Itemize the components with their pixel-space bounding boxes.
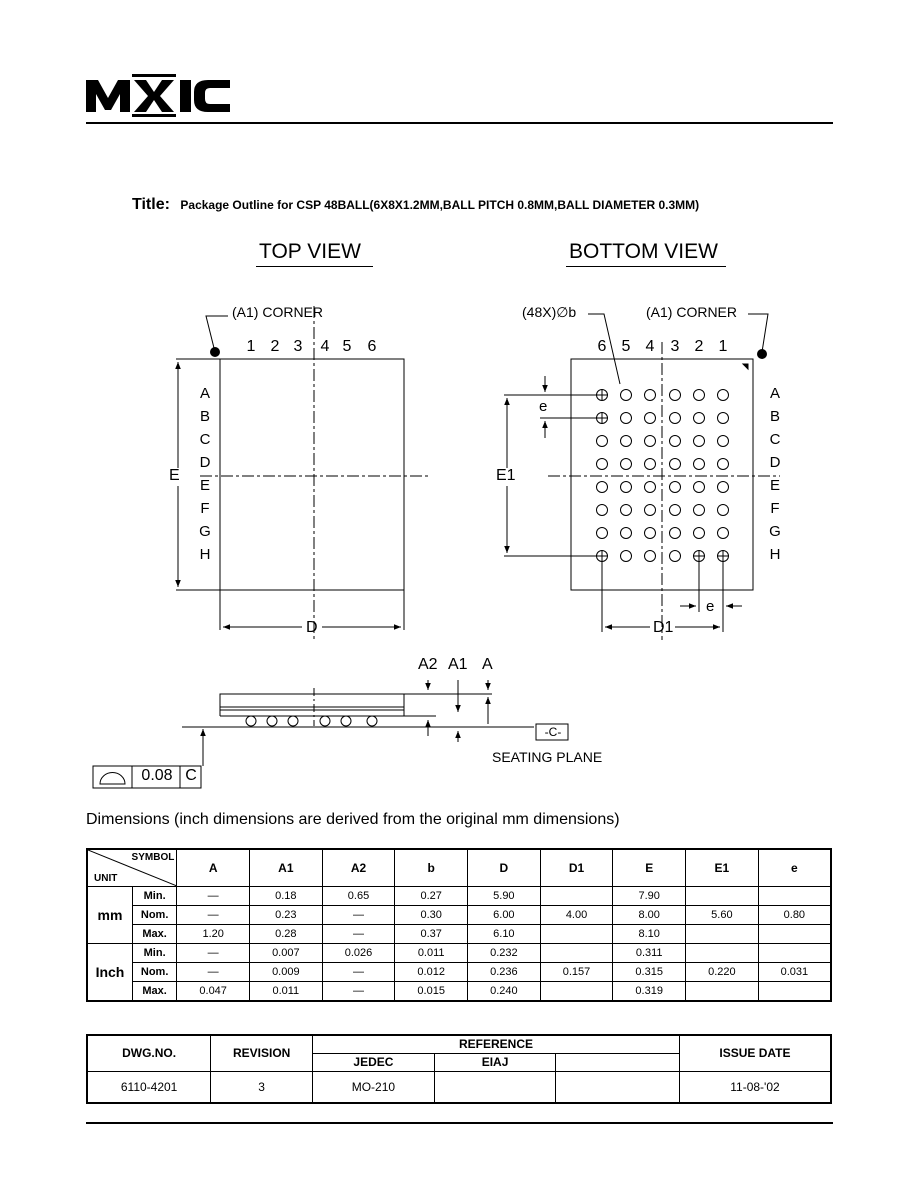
solder-ball <box>621 459 632 470</box>
dim-value: 0.28 <box>250 925 323 944</box>
dim-row <box>87 887 831 906</box>
dim-value <box>686 887 759 906</box>
jedec-value: MO-210 <box>313 1071 435 1103</box>
dim-value: 0.18 <box>250 887 323 906</box>
solder-ball <box>694 459 705 470</box>
dim-value <box>758 944 831 963</box>
title-text: Package Outline for CSP 48BALL(6X8X1.2MM,BALL PITCH 0.8MM,BALL DIAMETER 0.3MM) <box>180 198 700 212</box>
bottom-view <box>504 314 780 640</box>
dim-value: 0.007 <box>250 944 323 963</box>
dim-column-header: A2 <box>322 849 395 887</box>
flatness-value: 0.08 <box>141 767 173 784</box>
dim-value: 0.011 <box>395 944 468 963</box>
dim-value: 0.047 <box>177 982 250 1002</box>
bottom-ball-label: (48X)∅b <box>522 304 577 320</box>
bottom-dim-e-pitch: e <box>539 398 548 415</box>
dim-value: 0.30 <box>395 906 468 925</box>
bottom-dim-d1: D1 <box>653 619 674 636</box>
solder-ball <box>597 482 608 493</box>
top-column-label: 3 <box>293 338 303 355</box>
flatness-datum: C <box>185 767 197 784</box>
dim-value: 0.026 <box>322 944 395 963</box>
reference-table <box>86 1034 832 1104</box>
bottom-row-label: C <box>769 431 781 448</box>
solder-ball <box>670 413 681 424</box>
dim-value: 0.011 <box>250 982 323 1002</box>
dim-value: — <box>322 963 395 982</box>
dim-value: 0.37 <box>395 925 468 944</box>
solder-ball <box>670 482 681 493</box>
jedec-label: JEDEC <box>313 1053 435 1071</box>
tolerance-tag: Nom. <box>132 963 176 982</box>
dim-value: 8.10 <box>613 925 686 944</box>
header-symbol: SYMBOL <box>131 852 175 863</box>
solder-ball <box>670 505 681 516</box>
label-a2: A2 <box>418 656 438 673</box>
top-row-label: F <box>200 500 210 517</box>
top-row-label: C <box>199 431 211 448</box>
solder-ball <box>694 505 705 516</box>
solder-ball <box>621 436 632 447</box>
top-column-label: 4 <box>320 338 330 355</box>
tolerance-tag: Max. <box>132 925 176 944</box>
solder-ball <box>670 528 681 539</box>
solder-ball <box>597 436 608 447</box>
footer-rule <box>86 1122 833 1124</box>
reference-label: REFERENCE <box>313 1035 680 1053</box>
top-row-label: G <box>199 523 211 540</box>
reference-blank <box>556 1053 680 1071</box>
solder-ball <box>645 413 656 424</box>
dim-column-header: E1 <box>686 849 759 887</box>
dwg-no-label: DWG.NO. <box>87 1035 211 1071</box>
dim-row <box>87 925 831 944</box>
top-row-label: D <box>199 454 211 471</box>
eiaj-value <box>434 1071 556 1103</box>
bottom-row-label: G <box>769 523 781 540</box>
label-a: A <box>482 656 493 673</box>
reference-blank-value <box>556 1071 680 1103</box>
top-column-label: 6 <box>367 338 377 355</box>
revision-label: REVISION <box>211 1035 313 1071</box>
dim-value: 0.015 <box>395 982 468 1002</box>
solder-ball <box>718 459 729 470</box>
solder-ball <box>718 390 729 401</box>
bottom-dim-e-pitch-h: e <box>706 598 715 615</box>
dim-value <box>758 982 831 1002</box>
solder-ball <box>597 505 608 516</box>
solder-ball <box>645 551 656 562</box>
solder-ball <box>645 528 656 539</box>
solder-ball <box>621 482 632 493</box>
solder-ball <box>597 459 608 470</box>
dimensions-table <box>86 848 832 1002</box>
dim-value: 6.10 <box>468 925 541 944</box>
dim-column-header: A <box>177 849 250 887</box>
dim-value <box>540 925 613 944</box>
solder-ball <box>645 505 656 516</box>
dim-value: 0.012 <box>395 963 468 982</box>
dim-column-header: A1 <box>250 849 323 887</box>
dim-value: 0.315 <box>613 963 686 982</box>
top-view-outline <box>220 359 404 590</box>
solder-ball <box>718 436 729 447</box>
dim-value: 0.009 <box>250 963 323 982</box>
dim-value: 0.157 <box>540 963 613 982</box>
dim-value <box>540 944 613 963</box>
solder-ball <box>718 482 729 493</box>
dim-value: 5.60 <box>686 906 759 925</box>
dim-column-header: D <box>468 849 541 887</box>
solder-ball <box>645 436 656 447</box>
bottom-dim-e1: E1 <box>496 467 516 484</box>
bottom-column-label: 5 <box>621 338 631 355</box>
dim-value: — <box>177 963 250 982</box>
dim-value: 7.90 <box>613 887 686 906</box>
dim-value: 0.27 <box>395 887 468 906</box>
dim-value <box>758 887 831 906</box>
dim-value <box>686 982 759 1002</box>
seating-plane-label: SEATING PLANE <box>492 749 603 765</box>
dim-value: — <box>177 887 250 906</box>
bottom-view-heading: BOTTOM VIEW <box>569 240 718 263</box>
top-row-label: A <box>199 385 210 402</box>
solder-ball <box>621 528 632 539</box>
bottom-row-label: H <box>769 546 781 563</box>
dim-value: 0.031 <box>758 963 831 982</box>
top-column-label: 2 <box>270 338 280 355</box>
dim-column-header: b <box>395 849 468 887</box>
bottom-row-label: A <box>769 385 780 402</box>
dim-value: 1.20 <box>177 925 250 944</box>
solder-ball <box>670 551 681 562</box>
dim-column-header: E <box>613 849 686 887</box>
dim-value: 0.65 <box>322 887 395 906</box>
title-label: Title: <box>132 196 170 213</box>
dim-value: — <box>322 906 395 925</box>
dim-value <box>540 887 613 906</box>
dim-column-header: D1 <box>540 849 613 887</box>
dim-value <box>686 925 759 944</box>
issue-date-value: 11-08-'02 <box>679 1071 831 1103</box>
eiaj-label: EIAJ <box>434 1053 556 1071</box>
dim-row <box>87 944 831 963</box>
tolerance-tag: Min. <box>132 944 176 963</box>
bottom-column-label: 1 <box>718 338 728 355</box>
dim-row <box>87 963 831 982</box>
symbol-unit-header <box>87 849 177 887</box>
tolerance-tag: Max. <box>132 982 176 1002</box>
top-corner-label: (A1) CORNER <box>232 304 324 320</box>
dim-value: 0.232 <box>468 944 541 963</box>
bottom-column-label: 3 <box>670 338 680 355</box>
bottom-row-label: F <box>770 500 780 517</box>
solder-ball <box>645 459 656 470</box>
dim-row <box>87 906 831 925</box>
dim-value: 0.23 <box>250 906 323 925</box>
dim-value: 5.90 <box>468 887 541 906</box>
dim-row <box>87 982 831 1002</box>
dim-value: 0.220 <box>686 963 759 982</box>
top-row-label: H <box>199 546 211 563</box>
bottom-row-label: D <box>769 454 781 471</box>
dwg-no-value: 6110-4201 <box>87 1071 211 1103</box>
dim-value: 0.80 <box>758 906 831 925</box>
solder-ball <box>621 390 632 401</box>
label-a1: A1 <box>448 656 468 673</box>
issue-date-label: ISSUE DATE <box>679 1035 831 1071</box>
solder-ball <box>670 390 681 401</box>
dim-value: 6.00 <box>468 906 541 925</box>
solder-ball <box>621 413 632 424</box>
solder-ball <box>694 436 705 447</box>
dim-value <box>758 925 831 944</box>
top-column-label: 1 <box>246 338 256 355</box>
solder-ball <box>621 551 632 562</box>
solder-ball <box>645 482 656 493</box>
top-dim-d: D <box>306 619 318 636</box>
solder-ball <box>694 528 705 539</box>
top-row-label: E <box>199 477 210 494</box>
bottom-corner-label: (A1) CORNER <box>646 304 738 320</box>
dim-value: — <box>322 982 395 1002</box>
dim-value: 4.00 <box>540 906 613 925</box>
solder-ball <box>694 390 705 401</box>
bottom-column-label: 4 <box>645 338 655 355</box>
dim-value: 0.236 <box>468 963 541 982</box>
top-view-heading: TOP VIEW <box>259 240 361 263</box>
top-column-label: 5 <box>342 338 352 355</box>
dim-value: 8.00 <box>613 906 686 925</box>
dim-value <box>540 982 613 1002</box>
bottom-row-label: E <box>769 477 780 494</box>
bottom-a1-dot <box>757 349 767 359</box>
dim-value: 0.319 <box>613 982 686 1002</box>
dim-value: 0.240 <box>468 982 541 1002</box>
dim-value <box>686 944 759 963</box>
solder-ball <box>718 505 729 516</box>
tolerance-tag: Min. <box>132 887 176 906</box>
solder-ball <box>670 436 681 447</box>
top-dim-e: E <box>169 467 180 484</box>
dim-value: — <box>177 944 250 963</box>
dim-column-header: e <box>758 849 831 887</box>
datum-c: -C- <box>544 725 562 739</box>
bottom-column-label: 6 <box>597 338 607 355</box>
solder-ball <box>694 482 705 493</box>
tolerance-tag: Nom. <box>132 906 176 925</box>
dim-value: — <box>177 906 250 925</box>
solder-ball <box>694 413 705 424</box>
dim-value: — <box>322 925 395 944</box>
revision-value: 3 <box>211 1071 313 1103</box>
solder-ball <box>645 390 656 401</box>
header-unit: UNIT <box>94 873 118 884</box>
dim-value: 0.311 <box>613 944 686 963</box>
solder-ball <box>718 528 729 539</box>
top-row-label: B <box>199 408 210 425</box>
dimensions-caption: Dimensions (inch dimensions are derived from the original mm dimensions) <box>86 811 620 828</box>
bottom-column-label: 2 <box>694 338 704 355</box>
unit-cell: mm <box>87 887 132 944</box>
top-a1-dot <box>210 347 220 357</box>
solder-ball <box>670 459 681 470</box>
unit-cell: Inch <box>87 944 132 1002</box>
solder-ball <box>718 413 729 424</box>
solder-ball <box>597 528 608 539</box>
bottom-row-label: B <box>769 408 780 425</box>
solder-ball <box>621 505 632 516</box>
